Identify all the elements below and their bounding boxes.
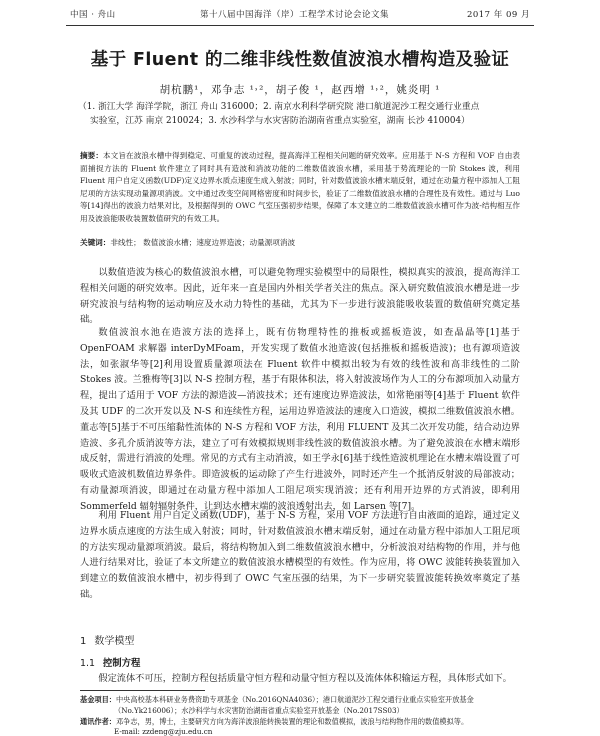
subsection-heading-1-1 bbox=[80, 655, 140, 669]
intro-paragraph-1: 以数值造波为核心的数值波浪水槽，可以避免物理实验模型中的局限性，模拟真实的波浪，提高海洋工程相关问题的研究效率。因此，近年来一直是国内外相关学者关注的焦点。深入研究数值波浪水槽是进一步研究波浪与结构物的运动响应及水动力特性的基础，尤其为下一步进行波浪能吸收装置的数值研究奠定基础。 bbox=[80, 267, 520, 326]
running-header bbox=[70, 8, 530, 22]
header-date: 2017 年 09 月 bbox=[466, 10, 530, 20]
section-heading-1 bbox=[80, 632, 134, 647]
footnote-corresponding-author bbox=[80, 716, 520, 727]
keywords bbox=[80, 237, 520, 249]
abstract-text: 本文旨在波浪水槽中得到稳定、可重复的波动过程，提高海洋工程相关问题的研究效率。应用基于 N-S 方程和 VOF 自由表面捕捉方法的 Fluent 软件建立了同时具有造波和消波功能的二维数值波浪水槽，采用基于势流理论的一阶 Stokes 波，利用 Fluent 用户自定义函数(UDF)定义边界水质点速度生成入射波；同时，针对数值波浪水槽末端反射，通过在动量方程中添加人工阻尼项的方法实现动量源项消波。文中通过改变空间网格密度和时间步长，验证了二维数值波浪水槽的合理性及有效性。通过与 Luo 等[14]得出的波浪力结果对比，及根据得到的 OWC 气室压强初步结果，保障了本文建立的二维数值波浪水槽可作为波-结构相互作用及波浪能吸收装置数值研究的有效工具。 bbox=[80, 151, 520, 223]
header-rule bbox=[66, 25, 534, 26]
keywords-label: 关键词： bbox=[80, 238, 111, 247]
author-label: 通讯作者： bbox=[80, 717, 116, 726]
footnote-funding-cont: （No.Yk216006）；水沙科学与水灾害防治湖南省重点实验室开放基金（No.2017SS03） bbox=[114, 706, 404, 715]
abstract bbox=[80, 150, 520, 226]
funding-text-1: 中央高校基本科研业务费资助专项基金（No.2016QNA4036）；港口航道泥沙工程交通行业重点实验室开放基金 bbox=[115, 695, 474, 704]
abstract-label: 摘要： bbox=[80, 151, 104, 160]
footnote-funding bbox=[80, 694, 520, 705]
section-paragraph-1: 假定流体不可压，控制方程包括质量守恒方程和动量守恒方程以及流体体积输运方程，具体形式如下。 bbox=[98, 673, 512, 684]
intro-paragraph-2: 数值波浪水池在造波方法的选择上，既有仿物理特性的推板或摇板造波，如查晶晶等[1]基于 OpenFOAM 求解器 interDyMFoam，开发实现了数值水池造波(包括推板和摇板造波)；也有源项造波法，如张淑华等[2]利用设置质量源项法在 Fluent 软件中模拟出较为有效的线性波和高非线性的二阶 Stokes 波。兰雅梅等[3]以 N-S 控制方程，基于有限体积法，将入射波波场作为人工的分布源项加入动量方程，提出了适用于 VOF 方法的源造波—消波技术；还有速度边界造波法，如常艳丽等[4]基于 Fluent 软件及其 UDF 的二次开发以及 N-S 和连续性方程，运用边界造波法的速度入口造波，模拟二维数值波浪水槽。董志等[5]基于不可压缩黏性流体的 N-S 方程和 VOF 方法，利用 FLUENT 及其二次开发功能，结合动边界造波、多孔介质消波等方法，建立了可有效模拟规则非线性波的数值波浪水槽。为了避免波浪在水槽末端形成反射，需进行消波的处理。常见的方式有主动消波，如王学永[6]基于线性造波机理论在水槽末端设置了可吸收式造波机数值边界条件。即造波板的运动除了产生行进波外，同时还产生一个抵消反射波的局部波动；有动量源项消波，即通过在动量方程中添加人工阻尼项实现消波；还有利用开边界的方式消波，即利用 Sommerfeld 辐射辐射条件，让到达水槽末端的波浪透射出去，如 Larsen 等[7]。 bbox=[80, 327, 520, 512]
subsection-title: 控制方程 bbox=[102, 658, 141, 669]
author-text: 邓争志，男，博士，主要研究方向为海洋波浪能转换装置的理论和数值模拟，波浪与结构物作用的数值模拟等。 bbox=[115, 717, 469, 726]
intro-paragraph-3: 利用 Fluent 用户自定义函数(UDF)，基于 N-S 方程，采用 VOF 方法进行自由液面的追踪，通过定义边界水质点速度的方法生成入射波；同时，针对数值波浪水槽末端反射，通过在动量方程中添加人工阻尼项的方法实现动量源项消波。最后，将结构物加入到二维数值波浪水槽中，分析波浪对结构物的作用，并与他人进行结果对比，验证了本文所建立的数值波浪水槽模型的有效性。作为应用，将 OWC 波能转换装置加入到建立的数值波浪水槽中，初步得到了 OWC 气室压强的结果，为下一步研究装置波能转换效率奠定了基础。 bbox=[80, 510, 520, 600]
affiliation-line-1: （1. 浙江大学 海洋学院，浙江 舟山 316000；2. 南京水利科学研究院 港口航道泥沙工程交通行业重点 bbox=[78, 102, 480, 112]
header-proceedings: 第十八届中国海洋（岸）工程学术讨论会论文集 bbox=[200, 10, 390, 20]
author-email: E-mail: zzdeng@zju.edu.cn bbox=[114, 727, 213, 736]
affiliation-line-2: 实验室，江苏 南京 210024；3. 水沙科学与水灾害防治湖南省重点实验室，湖南 长沙 410004） bbox=[90, 116, 470, 126]
section-number: 1 bbox=[80, 636, 87, 647]
author-list: 胡杭鹏¹，邓争志 ¹˒²，胡子俊 ¹，赵西增 ¹˒²，姚炎明 ¹ bbox=[159, 84, 441, 96]
paper-title: 基于 Fluent 的二维非线性数值波浪水槽构造及验证 bbox=[90, 50, 510, 70]
header-location: 中国 · 舟山 bbox=[70, 10, 116, 20]
subsection-number: 1.1 bbox=[80, 658, 95, 669]
section-title: 数学模型 bbox=[94, 636, 135, 647]
affiliations bbox=[78, 100, 522, 128]
footnote-rule bbox=[80, 690, 205, 691]
keywords-text: 非线性； 数值波浪水槽；速度边界造波；动量源项消波 bbox=[110, 238, 296, 247]
funding-label: 基金项目： bbox=[80, 695, 116, 704]
